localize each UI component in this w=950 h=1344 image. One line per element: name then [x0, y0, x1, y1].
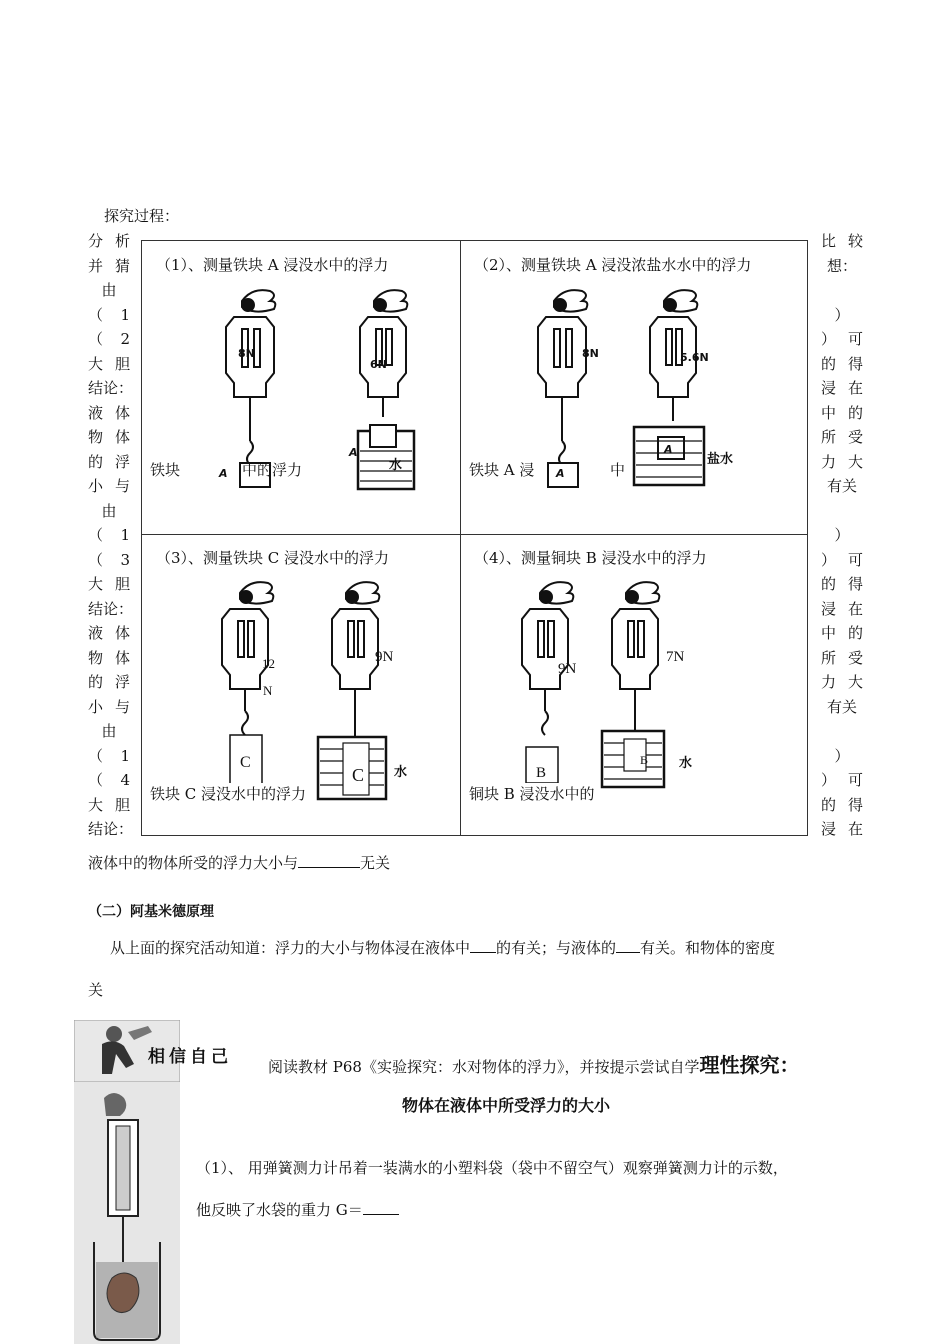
- cell2-block-label: A: [556, 467, 565, 480]
- left-margin-char: 结: [88, 820, 104, 838]
- cell2-title: （2）、测量铁块 A 浸没浓盐水水中的浮力: [474, 256, 752, 274]
- water-bag-scale-image: [74, 1082, 180, 1344]
- cell3-reading1a: 12: [262, 656, 275, 671]
- cell2-liquid-label: 盐水: [707, 452, 734, 467]
- right-margin-char: ）: [821, 550, 837, 569]
- right-margin-char: 的: [821, 795, 837, 814]
- right-margin-char: 受: [847, 428, 863, 446]
- left-margin-char: （: [88, 305, 104, 324]
- left-margin-row: [88, 425, 130, 450]
- left-margin-row: [88, 401, 130, 426]
- cell3-block2-label: C: [352, 765, 365, 785]
- conclusion-line: 液体中的物体所受的浮力大小与 无关: [88, 854, 391, 872]
- left-margin-char: 2: [120, 330, 130, 348]
- right-margin-char: 的: [821, 354, 837, 373]
- left-margin-char: 与: [114, 477, 130, 495]
- right-margin-row: [821, 229, 863, 254]
- right-margin-row: [821, 670, 863, 695]
- left-margin-row: [88, 450, 130, 475]
- right-margin-row: [821, 597, 863, 622]
- left-margin-row: [88, 499, 130, 524]
- cell4-caption: 铜块 B 浸没水中的: [469, 785, 595, 803]
- cell4-reading1: 9N: [558, 661, 577, 677]
- cell3-reading2: 9N: [375, 649, 394, 665]
- left-margin-row: [88, 474, 130, 499]
- read-instruction: 阅读教材 P68《实验探究：水对物体的浮力》，并按提示尝试自学理性探究：: [268, 1053, 800, 1077]
- cell1-reading2: 6N: [370, 358, 387, 371]
- left-margin-row: [88, 548, 130, 573]
- left-margin-char: 由: [101, 501, 117, 520]
- left-margin-char: 胆: [114, 354, 130, 373]
- right-margin-row: [821, 523, 863, 548]
- left-margin-char: 的: [88, 673, 104, 691]
- left-margin-char: 体: [114, 648, 130, 667]
- left-margin-char: 物: [88, 428, 104, 446]
- left-margin-row: [88, 523, 130, 548]
- step1-line1: （1）、 用弹簧测力计吊着一装满水的小塑料袋（袋中不留空气）观察弹簧测力计的示数，: [196, 1159, 788, 1177]
- right-margin-char: 想：: [826, 256, 857, 275]
- left-margin-char: 1: [120, 305, 130, 324]
- right-margin-char: 中: [821, 624, 837, 642]
- left-margin-char: 体: [114, 428, 130, 446]
- left-margin-row: [88, 719, 130, 744]
- left-margin-row: [88, 817, 134, 842]
- right-margin-row: [821, 695, 863, 720]
- left-margin-char: 小: [88, 697, 104, 716]
- left-margin-char: 论：: [103, 379, 134, 397]
- cell4-liquid-label: 水: [679, 756, 693, 771]
- right-margin-row: [821, 254, 863, 279]
- cell4-block2-label: B: [640, 753, 649, 767]
- left-margin-row: [88, 621, 130, 646]
- right-margin-row: [821, 499, 863, 524]
- left-margin-char: 大: [88, 795, 104, 814]
- right-margin-row: [821, 548, 863, 573]
- right-margin-char: 大: [847, 452, 863, 471]
- left-margin-char: 小: [88, 477, 104, 495]
- cell3-caption: 铁块 C 浸没水中的浮力: [150, 785, 307, 803]
- left-margin-char: （: [88, 771, 104, 789]
- right-margin-row: [821, 768, 863, 793]
- right-margin-char: 的: [847, 403, 863, 422]
- cell3-block-label: C: [240, 754, 251, 771]
- left-margin-row: [88, 695, 130, 720]
- right-margin-row: [821, 793, 863, 818]
- right-margin-char: 在: [847, 599, 863, 618]
- left-margin-char: 物: [88, 648, 104, 667]
- left-margin-char: 体: [114, 624, 130, 642]
- right-margin-char: 得: [847, 795, 863, 814]
- left-margin-row: [88, 229, 130, 254]
- right-margin-row: [821, 352, 863, 377]
- left-margin-row: [88, 254, 130, 279]
- right-margin-char: ）: [821, 771, 837, 789]
- right-margin-row: [821, 719, 863, 744]
- left-margin-row: [88, 646, 130, 671]
- right-margin-char: 浸: [821, 820, 837, 838]
- left-margin-char: 与: [114, 697, 130, 716]
- cell3-reading1b: N: [263, 683, 273, 698]
- banner-text: 相信自己: [148, 1047, 232, 1067]
- right-margin-char: 浸: [821, 599, 837, 618]
- left-margin-char: 4: [120, 771, 130, 789]
- right-margin-row: [821, 278, 863, 303]
- step1-line2: 他反映了水袋的重力 G＝: [196, 1198, 399, 1223]
- right-margin-row: [821, 425, 863, 450]
- right-margin-char: 浸: [821, 379, 837, 397]
- left-margin-row: [88, 793, 130, 818]
- cell2-caption2: 中: [610, 461, 626, 479]
- right-margin-char: 在: [847, 379, 863, 397]
- right-margin-char: 在: [847, 820, 863, 838]
- left-margin-row: [88, 327, 130, 352]
- left-margin-char: （: [88, 330, 104, 348]
- left-margin-row: [88, 597, 134, 622]
- left-margin-char: 结: [88, 599, 104, 618]
- left-margin-char: 并: [88, 256, 104, 275]
- experiment-table: [141, 240, 808, 836]
- left-margin-char: （: [88, 550, 104, 569]
- right-margin-char: 中: [821, 403, 837, 422]
- left-margin-char: 浮: [114, 673, 130, 691]
- right-margin-char: 所: [821, 428, 837, 446]
- right-margin-char: 的: [847, 624, 863, 642]
- right-margin-text: [821, 229, 863, 842]
- cell1-reading1: 8N: [238, 347, 255, 360]
- cell2-scale-figure: [502, 281, 762, 531]
- cell2-block2-label: A: [664, 443, 673, 456]
- right-margin-char: 得: [847, 354, 863, 373]
- left-margin-char: 的: [88, 452, 104, 471]
- right-margin-char: ）: [834, 526, 850, 544]
- left-margin-char: 1: [120, 746, 130, 765]
- left-margin-row: [88, 303, 130, 328]
- left-margin-char: 析: [114, 232, 130, 250]
- left-margin-row: [88, 352, 130, 377]
- left-margin-char: 分: [88, 232, 104, 250]
- left-margin-char: 结: [88, 379, 104, 397]
- right-margin-char: 得: [847, 575, 863, 593]
- cell1-caption: 铁块: [150, 461, 181, 479]
- left-margin-char: 大: [88, 575, 104, 593]
- right-margin-row: [821, 327, 863, 352]
- cell1-block-label: A: [219, 467, 228, 480]
- left-margin-char: 胆: [114, 795, 130, 814]
- right-margin-char: 的: [821, 575, 837, 593]
- left-margin-char: 1: [120, 526, 130, 544]
- cell1-caption2: 中的浮力: [242, 461, 303, 479]
- right-margin-row: [821, 450, 863, 475]
- left-margin-char: 体: [114, 403, 130, 422]
- right-margin-char: 较: [847, 232, 863, 250]
- right-margin-row: [821, 376, 863, 401]
- right-margin-row: [821, 817, 863, 842]
- cell2-reading1: 8N: [582, 347, 599, 360]
- right-margin-row: [821, 401, 863, 426]
- right-margin-char: ）: [834, 305, 850, 324]
- left-margin-char: 浮: [114, 452, 130, 471]
- left-margin-row: [88, 572, 130, 597]
- intro-text: 探究过程：: [104, 207, 180, 225]
- left-margin-char: 由: [101, 281, 117, 299]
- right-margin-char: 所: [821, 648, 837, 667]
- right-margin-char: ）: [834, 746, 850, 765]
- left-margin-char: 液: [88, 624, 104, 642]
- right-margin-row: [821, 744, 863, 769]
- cell3-title: （3）、测量铁块 C 浸没水中的浮力: [156, 549, 390, 567]
- right-margin-char: 受: [847, 648, 863, 667]
- right-margin-char: 比: [821, 232, 837, 250]
- right-margin-row: [821, 572, 863, 597]
- cell1-block2-label: A: [349, 446, 358, 459]
- right-margin-row: [821, 474, 863, 499]
- cell2-reading2: 5.6N: [680, 351, 709, 364]
- left-margin-row: [88, 376, 134, 401]
- para1: 从上面的探究活动知道：浮力的大小与物体浸在液体中 的有关；与液体的 有关。和物体的密度: [110, 939, 776, 957]
- cell1-liquid-label: 水: [389, 458, 403, 473]
- left-margin-char: 由: [101, 722, 117, 740]
- left-margin-row: [88, 278, 130, 303]
- right-margin-row: [821, 646, 863, 671]
- cell4-block-label: B: [536, 765, 547, 781]
- left-margin-char: 胆: [114, 575, 130, 593]
- right-margin-char: ）: [821, 330, 837, 348]
- left-margin-char: （: [88, 746, 104, 765]
- right-margin-row: [821, 303, 863, 328]
- section2-heading: （二）阿基米德原理: [88, 904, 214, 920]
- left-margin-char: 液: [88, 403, 104, 422]
- cell3-liquid-label: 水: [394, 765, 408, 780]
- right-margin-char: 可: [847, 771, 863, 789]
- para1-end: 关: [88, 981, 104, 999]
- right-margin-row: [821, 621, 863, 646]
- cell4-reading2: 7N: [666, 649, 685, 665]
- left-margin-row: [88, 768, 130, 793]
- right-margin-char: 有关: [826, 477, 857, 495]
- cell1-scale-figure: [182, 281, 442, 531]
- right-margin-char: 有关: [826, 697, 857, 716]
- left-margin-char: 大: [88, 354, 104, 373]
- right-margin-char: 力: [821, 673, 837, 691]
- left-margin-char: 猜: [114, 256, 130, 275]
- cell1-title: （1）、测量铁块 A 浸没水中的浮力: [156, 256, 389, 274]
- right-margin-char: 可: [847, 330, 863, 348]
- left-margin-char: 3: [120, 550, 130, 569]
- right-margin-char: 可: [847, 550, 863, 569]
- left-margin-text: [88, 229, 134, 842]
- cell4-title: （4）、测量铜块 B 浸没水中的浮力: [474, 549, 707, 567]
- left-margin-row: [88, 670, 130, 695]
- cell2-caption: 铁块 A 浸: [469, 461, 535, 479]
- right-margin-char: 大: [847, 673, 863, 691]
- left-margin-char: 论：: [103, 599, 134, 618]
- right-margin-char: 力: [821, 452, 837, 471]
- subtitle: 物体在液体中所受浮力的大小: [402, 1096, 611, 1115]
- left-margin-row: [88, 744, 130, 769]
- left-margin-char: （: [88, 526, 104, 544]
- left-margin-char: 论：: [103, 820, 134, 838]
